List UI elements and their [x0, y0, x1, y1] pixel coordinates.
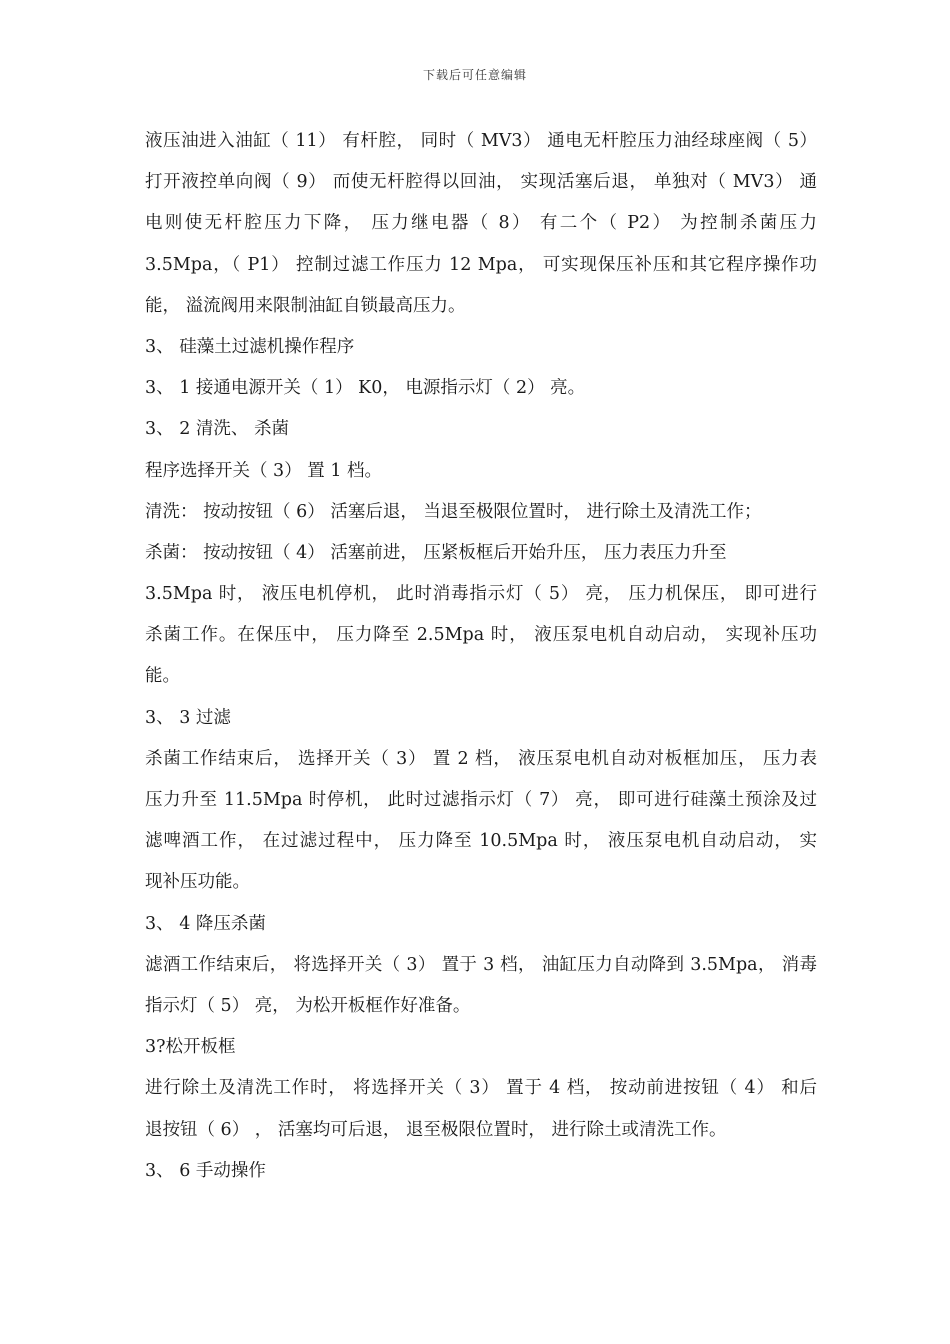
text-line: 3、 2 清洗、 杀菌	[145, 419, 289, 440]
text-line: 3、 4 降压杀菌	[145, 913, 266, 934]
text-line: 打开液控单向阀（ 9） 而使无杆腔得以回油， 实现活塞后退， 单独对（ MV3） 通	[145, 172, 817, 193]
text-line: 压力升至 11.5Mpa 时停机， 此时过滤指示灯（ 7） 亮， 即可进行硅藻土预涂及过	[145, 790, 817, 810]
text-line: 现补压功能。	[145, 872, 250, 893]
text-line: 杀菌工作。在保压中， 压力降至 2.5Mpa 时， 液压泵电机自动启动， 实现补压功	[145, 625, 817, 646]
text-line: 3、 3 过滤	[145, 707, 231, 728]
page-header: 下载后可任意编辑	[422, 68, 527, 82]
document-body	[145, 121, 817, 1192]
text-line: 指示灯（ 5） 亮， 为松开板框作好准备。	[145, 995, 471, 1016]
text-line: 程序选择开关（ 3） 置 1 档。	[145, 460, 383, 481]
text-line: 3?松开板框	[145, 1037, 236, 1058]
text-line: 杀菌工作结束后， 选择开关（ 3） 置 2 档， 液压泵电机自动对板框加压， 压力表	[145, 748, 817, 769]
text-line: 进行除土及清洗工作时， 将选择开关（ 3） 置于 4 档， 按动前进按钮（ 4） 和后	[145, 1078, 817, 1099]
text-line: 液压油进入油缸（ 11） 有杆腔， 同时（ MV3） 通电无杆腔压力油经球座阀（ 5）	[145, 131, 817, 151]
text-line: 能， 溢流阀用来限制油缸自锁最高压力。	[145, 295, 466, 316]
text-line: 电则使无杆腔压力下降， 压力继电器（ 8） 有二个（ P2） 为控制杀菌压力	[145, 213, 817, 234]
text-line: 3、 6 手动操作	[145, 1160, 266, 1181]
text-line: 退按钮（ 6） ， 活塞均可后退， 退至极限位置时， 进行除土或清洗工作。	[145, 1119, 727, 1140]
text-line: 杀菌： 按动按钮（ 4） 活塞前进， 压紧板框后开始升压， 压力表压力升至	[145, 542, 727, 563]
text-line: 清洗： 按动按钮（ 6） 活塞后退， 当退至极限位置时， 进行除土及清洗工作；	[145, 501, 762, 522]
text-line: 3、 1 接通电源开关（ 1） K0， 电源指示灯（ 2） 亮。	[145, 378, 586, 399]
text-line: 滤啤酒工作， 在过滤过程中， 压力降至 10.5Mpa 时， 液压泵电机自动启动， 实	[145, 831, 817, 852]
text-line: 滤酒工作结束后， 将选择开关（ 3） 置于 3 档， 油缸压力自动降到 3.5Mpa， 消毒	[145, 954, 817, 975]
text-line: 3.5Mpa，（ P1） 控制过滤工作压力 12 Mpa， 可实现保压补压和其它程序操作功	[145, 254, 817, 275]
text-line: 3.5Mpa 时， 液压电机停机， 此时消毒指示灯（ 5） 亮， 压力机保压， 即可进行	[145, 584, 817, 605]
text-line: 能。	[145, 666, 180, 687]
text-line: 3、 硅藻土过滤机操作程序	[145, 336, 355, 357]
